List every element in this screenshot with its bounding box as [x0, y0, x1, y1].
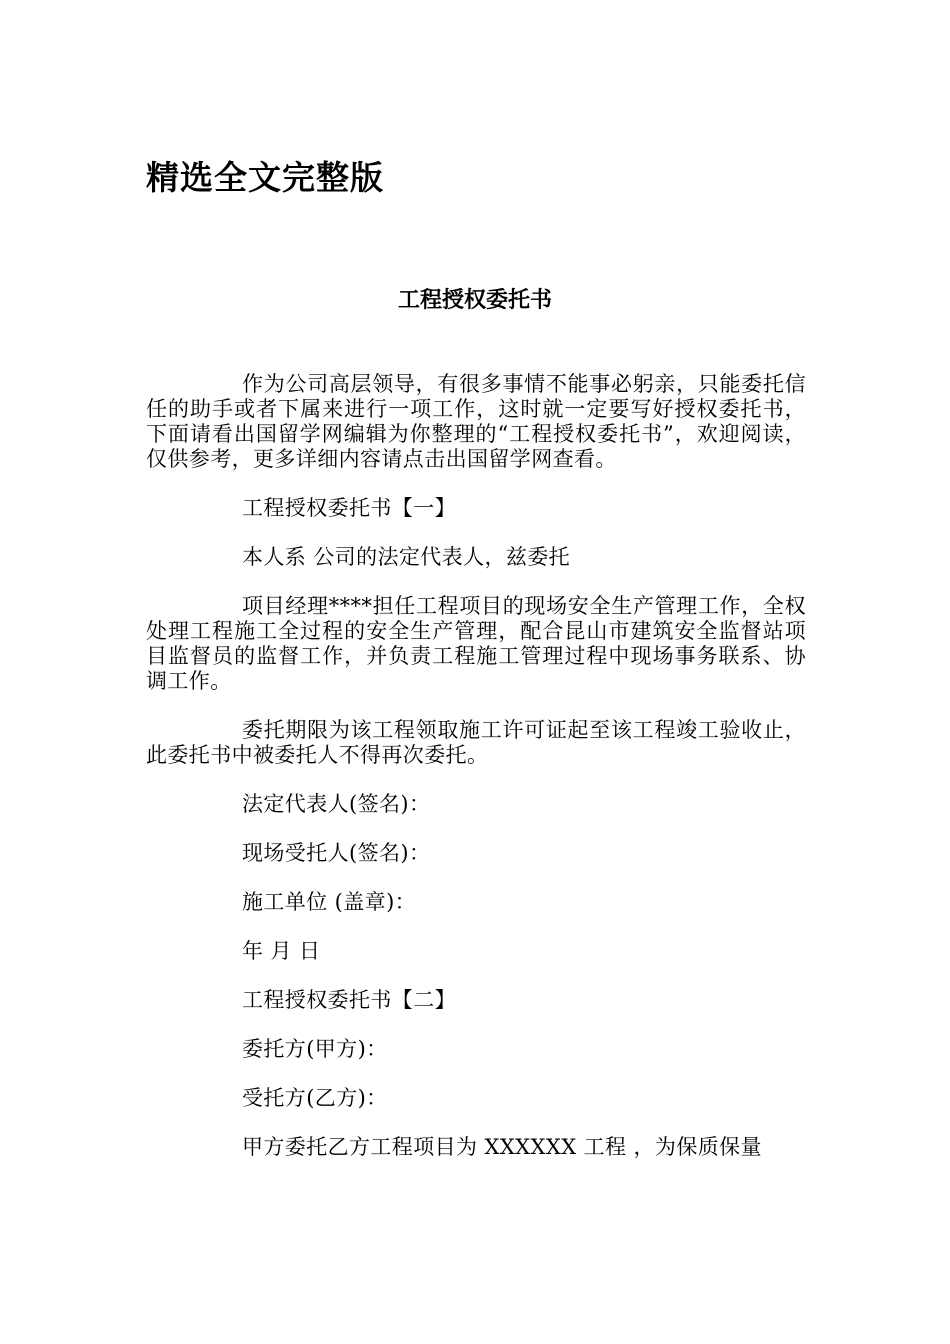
intro-paragraph: 作为公司高层领导，有很多事情不能事必躬亲，只能委托信任的助手或者下属来进行一项工作，这时就一定要写好授权委托书，下面请看出国留学网编辑为你整理的“工程授权委托书”，欢迎阅读，仅供参考，更多详细内容请点击出国留学网查看。 — [146, 372, 806, 471]
document-body — [146, 372, 806, 1184]
section-heading-2: 工程授权委托书【二】 — [242, 988, 456, 1012]
party-a-line: 委托方(甲方)： — [242, 1037, 388, 1061]
date-line: 年 月 日 — [242, 939, 321, 963]
signature-line-agent: 现场受托人(签名)： — [242, 841, 431, 865]
section-heading-1: 工程授权委托书【一】 — [242, 496, 456, 520]
document-title: 工程授权委托书 — [397, 288, 552, 313]
party-b-line: 受托方(乙方)： — [242, 1086, 388, 1110]
paragraph: 本人系 公司的法定代表人，兹委托 — [242, 545, 571, 569]
page-header: 精选全文完整版 — [146, 158, 384, 197]
paragraph: 委托期限为该工程领取施工许可证起至该工程竣工验收止，此委托书中被委托人不得再次委托。 — [146, 718, 806, 767]
paragraph: 甲方委托乙方工程项目为 XXXXXX 工程 ，为保质保量 — [242, 1135, 762, 1159]
signature-line-unit: 施工单位 (盖章)： — [242, 890, 417, 914]
paragraph: 项目经理****担任工程项目的现场安全生产管理工作，全权处理工程施工全过程的安全生产管理，配合昆山市建筑安全监督站项目监督员的监督工作，并负责工程施工管理过程中现场事务联系、协调工作。 — [146, 594, 806, 693]
signature-line-legal-rep: 法定代表人(签名)： — [242, 792, 431, 816]
